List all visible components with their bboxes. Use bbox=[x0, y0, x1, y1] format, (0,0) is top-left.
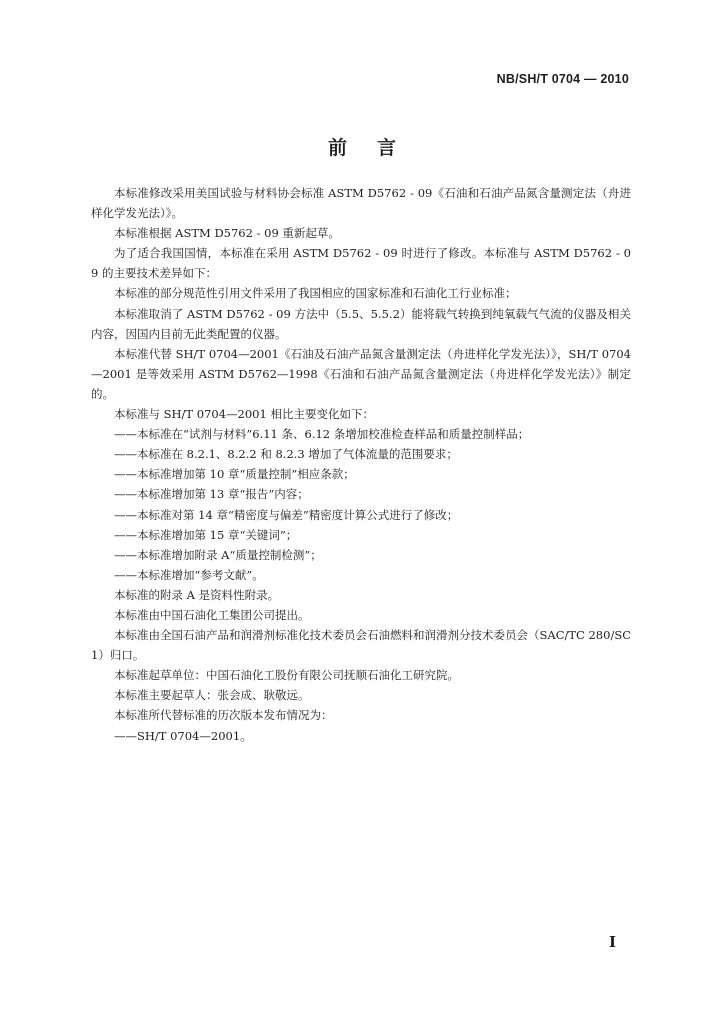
paragraph-committee: 本标准由全国石油产品和润滑剂标准化技术委员会石油燃料和润滑剂分技术委员会（SAC/TC 280/SC 1）归口。 bbox=[91, 628, 631, 663]
change-list-item: ——本标准增加第 15 章“关键词”； bbox=[114, 527, 298, 542]
paragraph-modifications: 为了适合我国国情，本标准在采用 ASTM D5762 - 09 时进行了修改。本标准与 ASTM D5762 - 09 的主要技术差异如下： bbox=[91, 246, 631, 281]
paragraph-normative-references: 本标准的部分规范性引用文件采用了我国相应的国家标准和石油化工行业标准； bbox=[114, 286, 517, 301]
document-code-header: NB/SH/T 0704 — 2010 bbox=[496, 72, 629, 86]
paragraph-proposer: 本标准由中国石油化工集团公司提出。 bbox=[114, 607, 310, 622]
paragraph-removed-content: 本标准取消了 ASTM D5762 - 09 方法中（5.5、5.5.2）能将载气转换到纯氧载气气流的仪器及相关内容，因国内目前无此类配置的仪器。 bbox=[91, 306, 631, 341]
history-list-item: ——SH/T 0704—2001。 bbox=[114, 728, 252, 743]
change-list-item: ——本标准增加第 10 章“质量控制”相应条款； bbox=[114, 467, 355, 482]
paragraph-replacement: 本标准代替 SH/T 0704—2001《石油及石油产品氮含量测定法（舟进样化学发光法）》，SH/T 0704—2001 是等效采用 ASTM D5762—1998《石油和石油产品氮含量测定法（舟进样化学发光法）》制定的。 bbox=[91, 346, 631, 401]
paragraph-redraft: 本标准根据 ASTM D5762 - 09 重新起草。 bbox=[114, 226, 340, 241]
foreword-body bbox=[91, 183, 631, 746]
paragraph-changes-intro: 本标准与 SH/T 0704—2001 相比主要变化如下： bbox=[114, 407, 374, 422]
change-list-item: ——本标准在 8.2.1、8.2.2 和 8.2.3 增加了气体流量的范围要求； bbox=[114, 447, 458, 462]
paragraph-drafting-unit: 本标准起草单位：中国石油化工股份有限公司抚顺石油化工研究院。 bbox=[114, 668, 459, 683]
change-list-item: ——本标准增加附录 A“质量控制检测”； bbox=[114, 547, 322, 562]
paragraph-history-intro: 本标准所代替标准的历次版本发布情况为： bbox=[114, 708, 333, 723]
page-title: 前言 bbox=[327, 137, 426, 159]
paragraph-appendix: 本标准的附录 A 是资料性附录。 bbox=[114, 587, 280, 602]
page-number: I bbox=[608, 933, 616, 951]
paragraph-drafters: 本标准主要起草人：张会成、耿敬远。 bbox=[114, 688, 310, 703]
change-list-item: ——本标准在“试剂与材料”6.11 条、6.12 条增加校准检查样品和质量控制样品； bbox=[114, 427, 530, 442]
paragraph-adoption: 本标准修改采用美国试验与材料协会标准 ASTM D5762 - 09《石油和石油产品氮含量测定法（舟进样化学发光法）》。 bbox=[91, 186, 631, 221]
change-list-item: ——本标准增加第 13 章“报告”内容； bbox=[114, 487, 309, 502]
change-list-item: ——本标准对第 14 章“精密度与偏差”精密度计算公式进行了修改； bbox=[114, 507, 459, 522]
change-list-item: ——本标准增加“参考文献”。 bbox=[114, 567, 264, 582]
